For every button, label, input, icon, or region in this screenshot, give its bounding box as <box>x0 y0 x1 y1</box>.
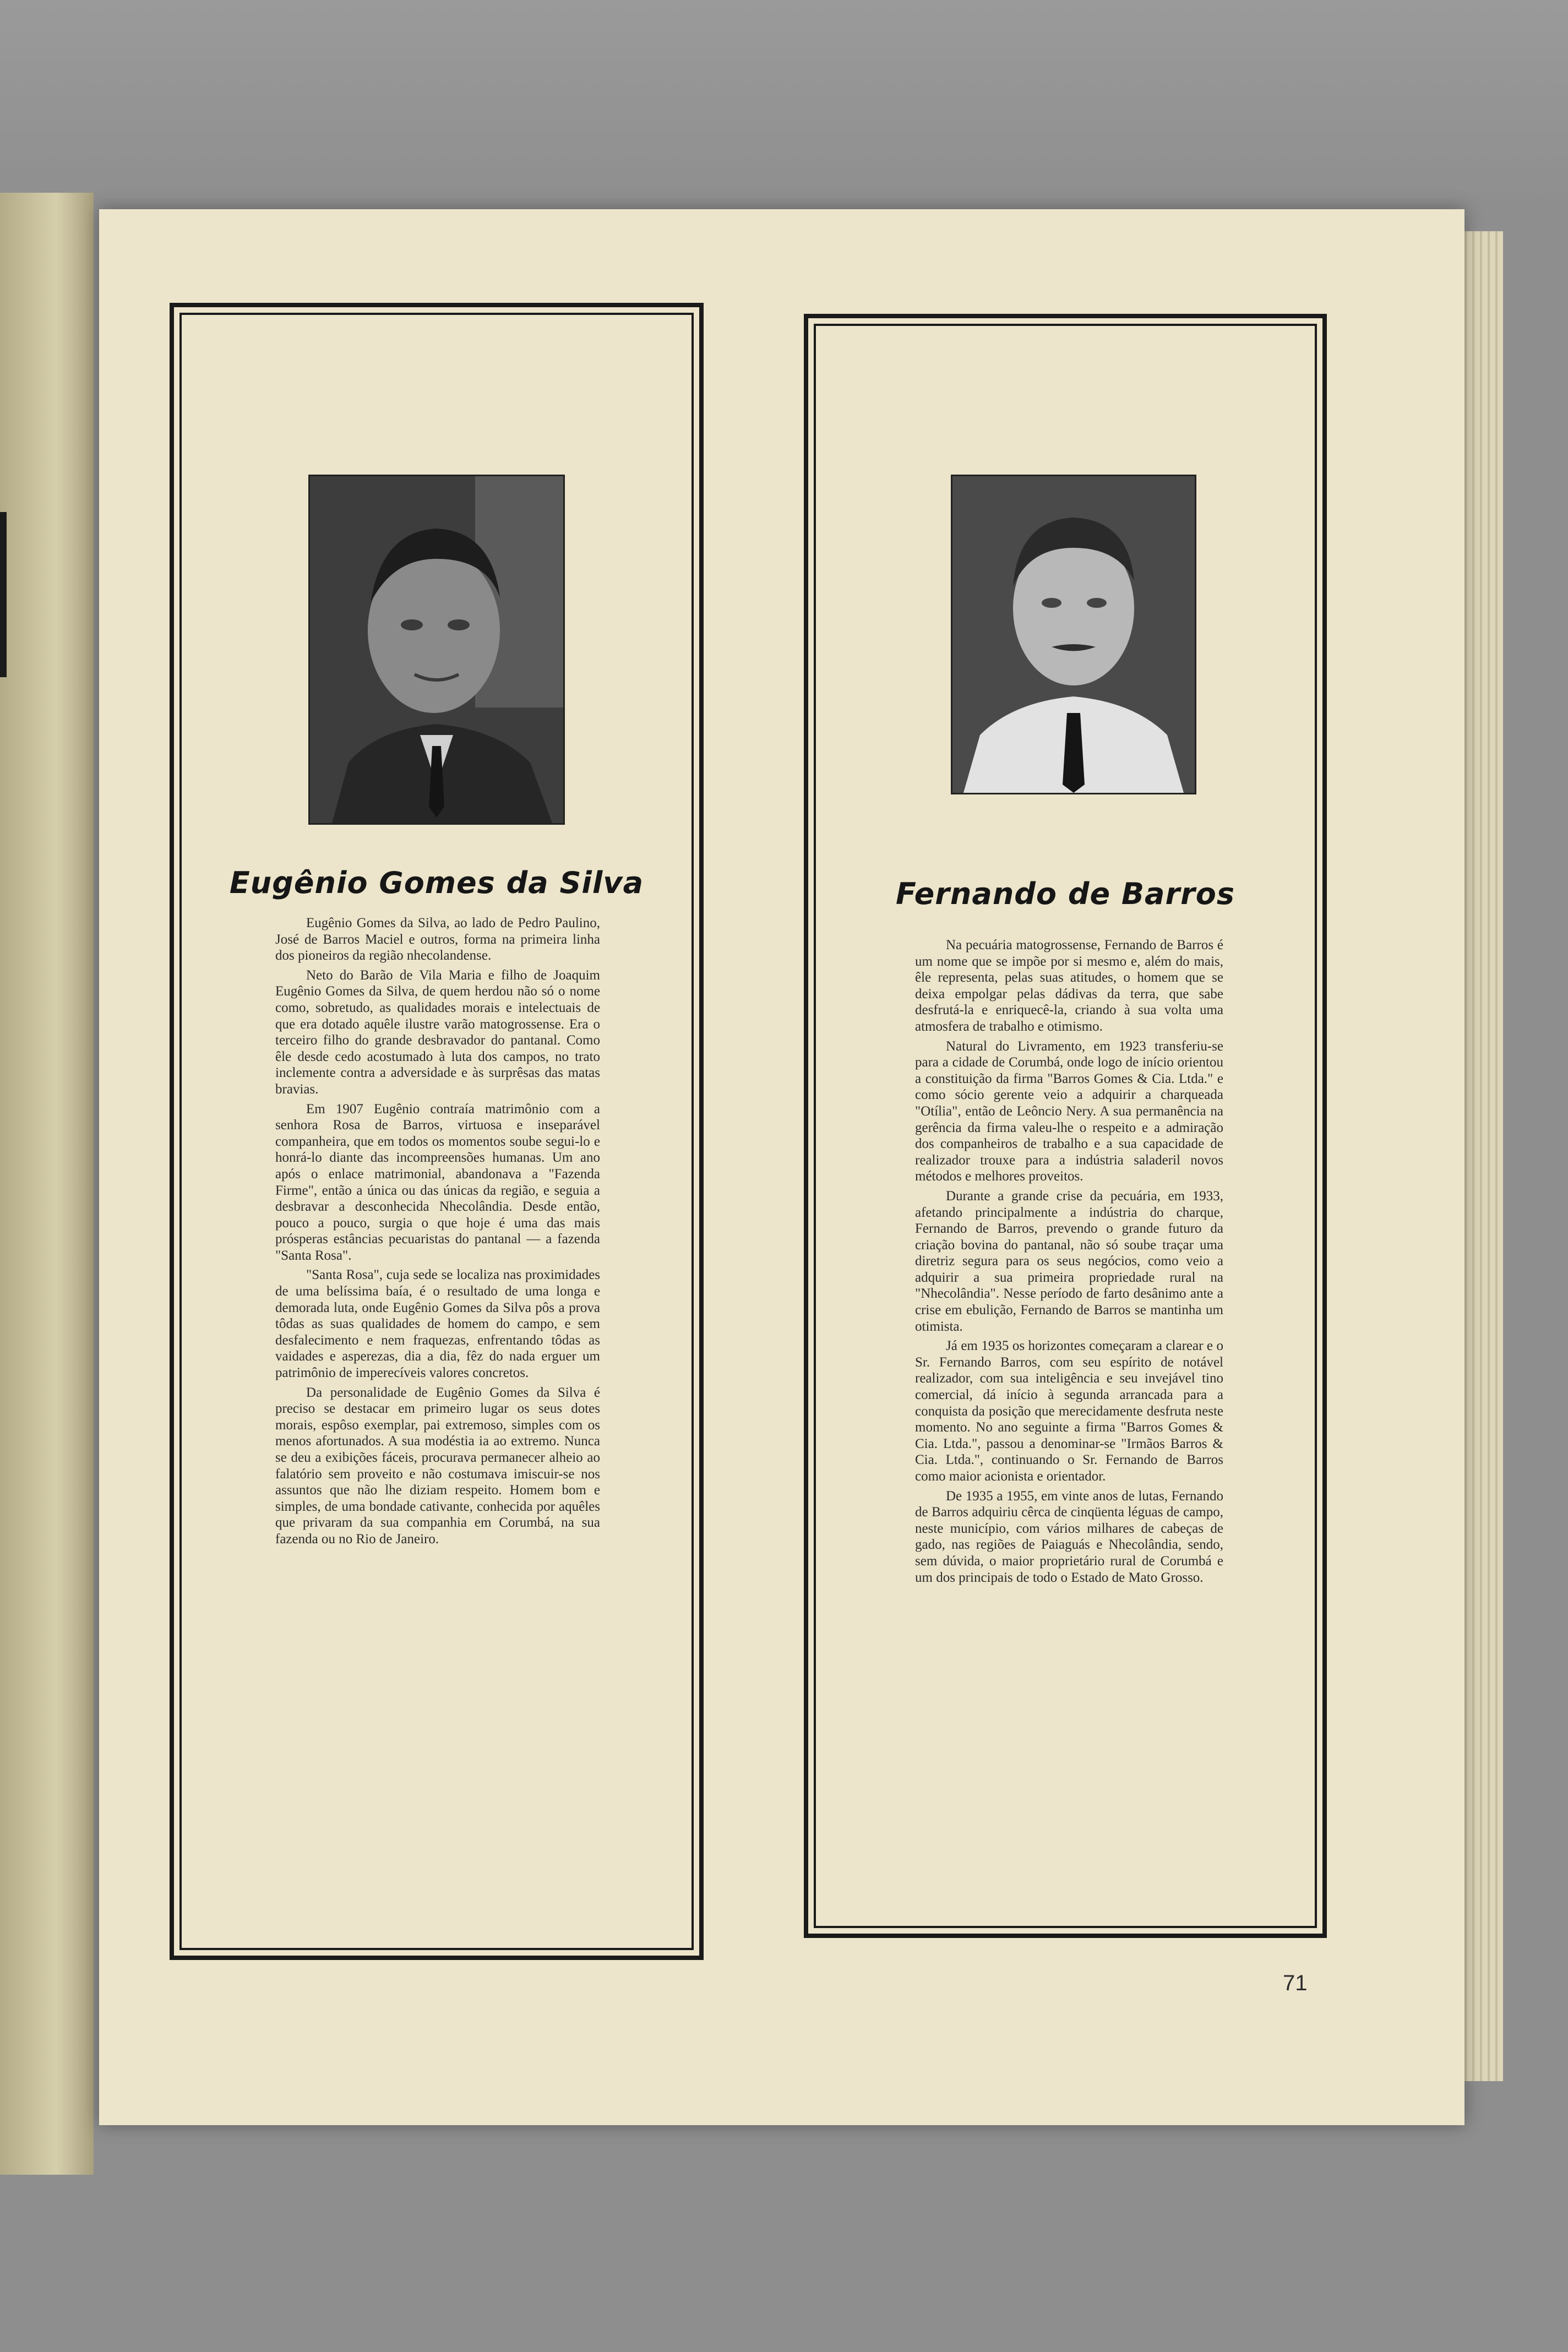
facing-page-edge <box>0 193 94 2175</box>
paragraph: "Santa Rosa", cuja sede se localiza nas proximidades de uma belíssima baía, é o resultado de uma longa e demorada luta, onde Eugênio Gomes da Silva pôs a prova tôdas as suas qualidades de homem do campo, e sem desfalecimento e nem fraquezas, enfrentando tôdas as vaidades e asperezas, dia a dia, fêz do nada erguer um patrimônio de imperecíveis valores concretos. <box>275 1267 600 1381</box>
paragraph: Eugênio Gomes da Silva, ao lado de Pedro Paulino, José de Barros Maciel e outros, forma na primeira linha dos pioneiros da região nhecolandense. <box>275 916 600 963</box>
profile-name-left: Eugênio Gomes da Silva <box>229 865 644 900</box>
paragraph: Em 1907 Eugênio contraía matrimônio com a senhora Rosa de Barros, virtuosa e inseparável companheira, que em todos os momentos soube segui-lo e honrá-lo diante das incompreensões humanas. Um ano após o enlace matrimonial, abandonava a "Fazenda Firme", então a única ou das únicas da região, e seguia a desbravar a desconhecida Nhecolândia. Desde então, pouco a pouco, surgia o que hoje é uma das mais prósperas estâncias pecuaristas do pantanal — a fazenda "Santa Rosa". <box>275 1101 600 1263</box>
portrait-left-figure <box>310 476 563 823</box>
paragraph: Natural do Livramento, em 1923 transferiu-se para a cidade de Corumbá, onde logo de início orientou a constituição da firma "Barros Gomes & Cia. Ltda." e como sócio gerente veio a adquirir a charqueada "Otília", então de Leôncio Nery. A sua permanência na gerência da firma valeu-lhe o respeito e a admiração dos companheiros de trabalho e a sua capacidade de realizador trouxe para a indústria saladeril novos métodos e melhores proveitos. <box>915 1038 1223 1184</box>
profile-frame-left-inner <box>179 313 694 1950</box>
paragraph: Na pecuária matogrossense, Fernando de Barros é um nome que se impõe por si mesmo e, além do mais, êle representa, pelas suas atitudes, o homem que se deixa empolgar pelas dádivas da terra, que sabe desfrutá-la e enriquecê-la, criando à sua volta uma atmosfera de trabalho e otimismo. <box>915 938 1223 1034</box>
page-stack-edge <box>1459 231 1503 2081</box>
facing-page-mark <box>0 512 7 677</box>
profile-text-left <box>275 915 600 1551</box>
portrait-right-figure <box>952 476 1195 793</box>
paragraph: Durante a grande crise da pecuária, em 1933, afetando principalmente a indústria do charque, Fernando de Barros, prevendo o grande futuro da criação bovina do pantanal, não só soube traçar uma diretriz segura para os seus negócios, como veio a adquirir a sua primeira propriedade rural na "Nhecolândia". Nesse período de farto desânimo ante a crise em ebulição, Fernando de Barros se mantinha um otimista. <box>915 1188 1223 1334</box>
profile-frame-right-inner <box>814 324 1317 1928</box>
page-number: 71 <box>1283 1971 1308 1995</box>
magazine-page <box>99 209 1464 2125</box>
portrait-photo-left <box>308 475 565 825</box>
profile-frame-left <box>170 303 704 1960</box>
portrait-photo-right <box>951 475 1196 794</box>
profile-text-right <box>915 937 1223 1589</box>
paragraph: Neto do Barão de Vila Maria e filho de Joaquim Eugênio Gomes da Silva, de quem herdou não só o nome como, sobretudo, as qualidades morais e intelectuais de que era dotado aquêle ilustre varão matogrossense. Era o terceiro filho do grande desbravador do pantanal. Como êle desde cedo acostumado à luta dos campos, no trato inclemente contra a adversidade e às surprêsas das matas bravias. <box>275 967 600 1097</box>
paragraph: Da personalidade de Eugênio Gomes da Silva é preciso se destacar em primeiro lugar os seus dotes morais, espôso exemplar, pai extremoso, simples com os menos afortunados. A sua modéstia ia ao extremo. Nunca se deu a exibições fáceis, procurava permanecer alheio ao falatório sem proveito e não costumava imiscuir-se nos assuntos que não lhe diziam respeito. Homem bom e simples, de uma bondade cativante, conhecida por aquêles que privaram da sua companhia em Corumbá, na sua fazenda ou no Rio de Janeiro. <box>275 1385 600 1547</box>
paragraph: De 1935 a 1955, em vinte anos de lutas, Fernando de Barros adquiriu cêrca de cinqüenta léguas de campo, neste município, com vários milhares de cabeças de gado, nas regiões de Paiaguás e Nhecolândia, sendo, sem dúvida, o maior proprietário rural de Corumbá e um dos principais de todo o Estado de Mato Grosso. <box>915 1488 1223 1585</box>
backdrop <box>0 0 1568 198</box>
profile-name-right: Fernando de Barros <box>895 876 1235 911</box>
profile-frame-right <box>804 314 1327 1938</box>
paragraph: Já em 1935 os horizontes começaram a clarear e o Sr. Fernando Barros, com seu espírito de notável realizador, com sua inteligência e seu invejável tino comercial, dá início à segunda arrancada para a conquista da posição que merecidamente desfruta neste momento. No ano seguinte a firma "Barros Gomes & Cia. Ltda.", passou a denominar-se "Irmãos Barros & Cia. Ltda.", continuando o Sr. Fernando de Barros como maior acionista e orientador. <box>915 1338 1223 1484</box>
